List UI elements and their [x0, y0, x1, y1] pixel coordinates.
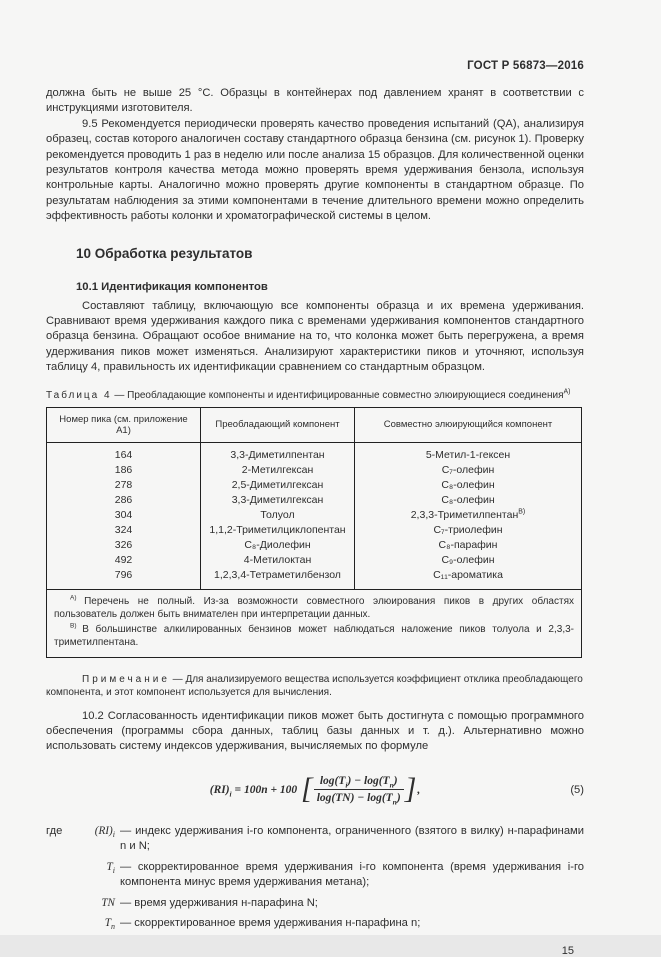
table-row	[47, 553, 582, 568]
table4-header-row	[47, 407, 582, 442]
table-row	[47, 493, 582, 508]
table-cell: C₉-олефин	[355, 553, 582, 568]
column-header-peak-number: Номер пика (см. приложение А1)	[47, 407, 201, 442]
table-cell: 304	[47, 508, 201, 523]
table4-caption	[46, 389, 584, 402]
table-row	[47, 538, 582, 553]
table-cell: 1,2,3,4-Тетраметилбензол	[201, 568, 355, 590]
formula-numerator: $\log(T_i) - \log(T_n)$	[314, 775, 404, 790]
table-row	[47, 478, 582, 493]
table4-body	[47, 442, 582, 589]
definition-where	[46, 916, 72, 931]
right-bracket: ]	[404, 771, 417, 805]
section-10-title: 10 Обработка результатов	[76, 245, 253, 261]
definition-term: $(RI)_i$	[94, 824, 115, 839]
table-row	[47, 508, 582, 523]
document-number-header: ГОСТ Р 56873—2016	[467, 60, 584, 72]
table4-footer	[47, 589, 582, 657]
table-cell: 326	[47, 538, 201, 553]
definition-term: $T_n$	[104, 917, 115, 932]
definition-term: TN	[101, 896, 115, 909]
formula-fraction	[314, 775, 404, 807]
formula-lhs: $(RI)_i = 100n + 100$	[209, 783, 301, 799]
definition-term: $T_i$	[106, 860, 115, 875]
section-10-1-title: 10.1 Идентификация компонентов	[76, 280, 268, 293]
note-paragraph	[46, 673, 584, 700]
table-cell: C₈-олефин	[355, 493, 582, 508]
table-cell: 164	[47, 442, 201, 463]
table-cell: C₇-олефин	[355, 463, 582, 478]
table-cell: 3,3-Диметилпентан	[201, 442, 355, 463]
definition-where	[46, 896, 72, 911]
left-bracket: [	[301, 771, 313, 805]
table4	[46, 407, 582, 658]
table-cell: 186	[47, 463, 201, 478]
table-row	[47, 463, 582, 478]
table-cell: 286	[47, 493, 201, 508]
note-label: Примечание	[82, 673, 170, 685]
table-cell: 278	[47, 478, 201, 493]
table-cell: 1,1,2-Триметилциклопентан	[201, 523, 355, 538]
formula-block	[46, 768, 584, 812]
definition-row	[46, 824, 584, 854]
table-footnote: $^{А)}$ Перечень не полный. Из-за возможности совместного элюирования пиков в других областях пользователь должен быть внимателен при интерпретации данных.	[54, 594, 574, 620]
definition-row	[46, 896, 584, 911]
table-cell: C₈-парафин	[355, 538, 582, 553]
table4-head	[47, 407, 582, 442]
definition-text: — индекс удерживания i-го компонента, ограниченного (взятого в вилку) н-парафинами n и N;	[120, 824, 584, 852]
table-cell: 796	[47, 568, 201, 590]
retention-index-formula	[210, 773, 421, 807]
page-number: 15	[561, 945, 574, 957]
paragraph-continuation: должна быть не выше 25 °С. Образцы в контейнерах под давлением хранят в соответствии с инструкциями изготовителя.	[46, 87, 584, 115]
formula-denominator: $\log(TN) - \log(T_n)$	[316, 792, 401, 807]
table-row	[47, 523, 582, 538]
table-cell: 2,3,3-Триметилпентан$^{В)}$	[355, 508, 582, 523]
definition-text: — время удерживания н-парафина N;	[120, 896, 318, 909]
formula-comma: ,	[417, 783, 421, 796]
table-cell: C₈-олефин	[355, 478, 582, 493]
table-footnote: $^{В)}$ В большинстве алкилированных бензинов может наблюдаться наложение пиков толуола и 2,3,3-триметилпентана.	[54, 622, 574, 649]
table-cell: 492	[47, 553, 201, 568]
equation-number: (5)	[570, 783, 584, 796]
definitions-list	[46, 824, 584, 932]
definition-row	[46, 860, 584, 890]
table4-caption-footnote-ref: А)	[563, 388, 571, 396]
table-cell: C₁₁-ароматика	[355, 568, 582, 590]
table-cell: 324	[47, 523, 201, 538]
definition-row	[46, 916, 584, 931]
column-header-coeluting-component: Совместно элюирующийся компонент	[355, 407, 582, 442]
table4-caption-text: Преобладающие компоненты и идентифицированные совместно элюирующиеся соединения	[127, 389, 564, 401]
table-cell: 5-Метил-1-гексен	[355, 442, 582, 463]
table-cell: Толуол	[201, 508, 355, 523]
paragraph-10-1: Составляют таблицу, включающую все компоненты образца и их времена удерживания. Сравнивают время удерживания каждого пика с временами удерживания компонентов стандартного образца бензина. Обращают особое внимание на то, что колонка может быть перегружена, а время удерживания пиков может изменяться. Анализируют характеристики пиков и уточняют, используя таблицу 4, правильность их идентификации сравнением со стандартным образцом.	[46, 299, 584, 374]
table-cell: C₇-триолефин	[355, 523, 582, 538]
note-text: — Для анализируемого вещества используется коэффициент отклика преобладающего компонента, и этот компонент используется для вычисления.	[46, 673, 583, 698]
table-cell: 2-Метилгексан	[201, 463, 355, 478]
paragraph-10-2: 10.2 Согласованность идентификации пиков может быть достигнута с помощью программного обеспечения (программы сбора данных, таблиц базы данных и т. д.). Альтернативно можно использовать систему индексов удерживания, вычисляемых по формуле	[46, 709, 584, 753]
table4-caption-label: Таблица 4	[46, 389, 112, 401]
table-cell: C₈-Диолефин	[201, 538, 355, 553]
table4-footnotes	[47, 589, 582, 657]
definition-text: — скорректированное время удерживания i-го компонента (время удерживания i-го компонента минус время удерживания метана);	[120, 860, 584, 888]
paragraph-9-5: 9.5 Рекомендуется периодически проверять качество проведения испытаний (QA), анализируя образец, состав которого аналогичен составу стандартного образца бензина (см. рисунок 1). Проверку рекомендуется проводить 1 раз в неделю или после анализа 15 образцов. Для количественной оценки результатов контроля качества метода можно проверять время удерживания бензола, используя контрольные карты. Аналогично можно проверять другие компоненты в стандартном образце. По результатам наблюдения за этими компонентами в течение длительного времени можно определить эффективность работы колонки и хроматографической системы в целом.	[46, 117, 584, 223]
definition-where: где	[46, 824, 63, 837]
table-row	[47, 568, 582, 590]
table4-footnote-row	[47, 589, 582, 657]
table-cell: 4-Метилоктан	[201, 553, 355, 568]
table-cell: 2,5-Диметилгексан	[201, 478, 355, 493]
definition-where	[46, 860, 72, 890]
column-header-dominant-component: Преобладающий компонент	[201, 407, 355, 442]
table-row	[47, 442, 582, 463]
table-cell: 3,3-Диметилгексан	[201, 493, 355, 508]
table4-caption-dash: —	[111, 389, 128, 401]
definition-text: — скорректированное время удерживания н-парафина n;	[120, 917, 421, 930]
